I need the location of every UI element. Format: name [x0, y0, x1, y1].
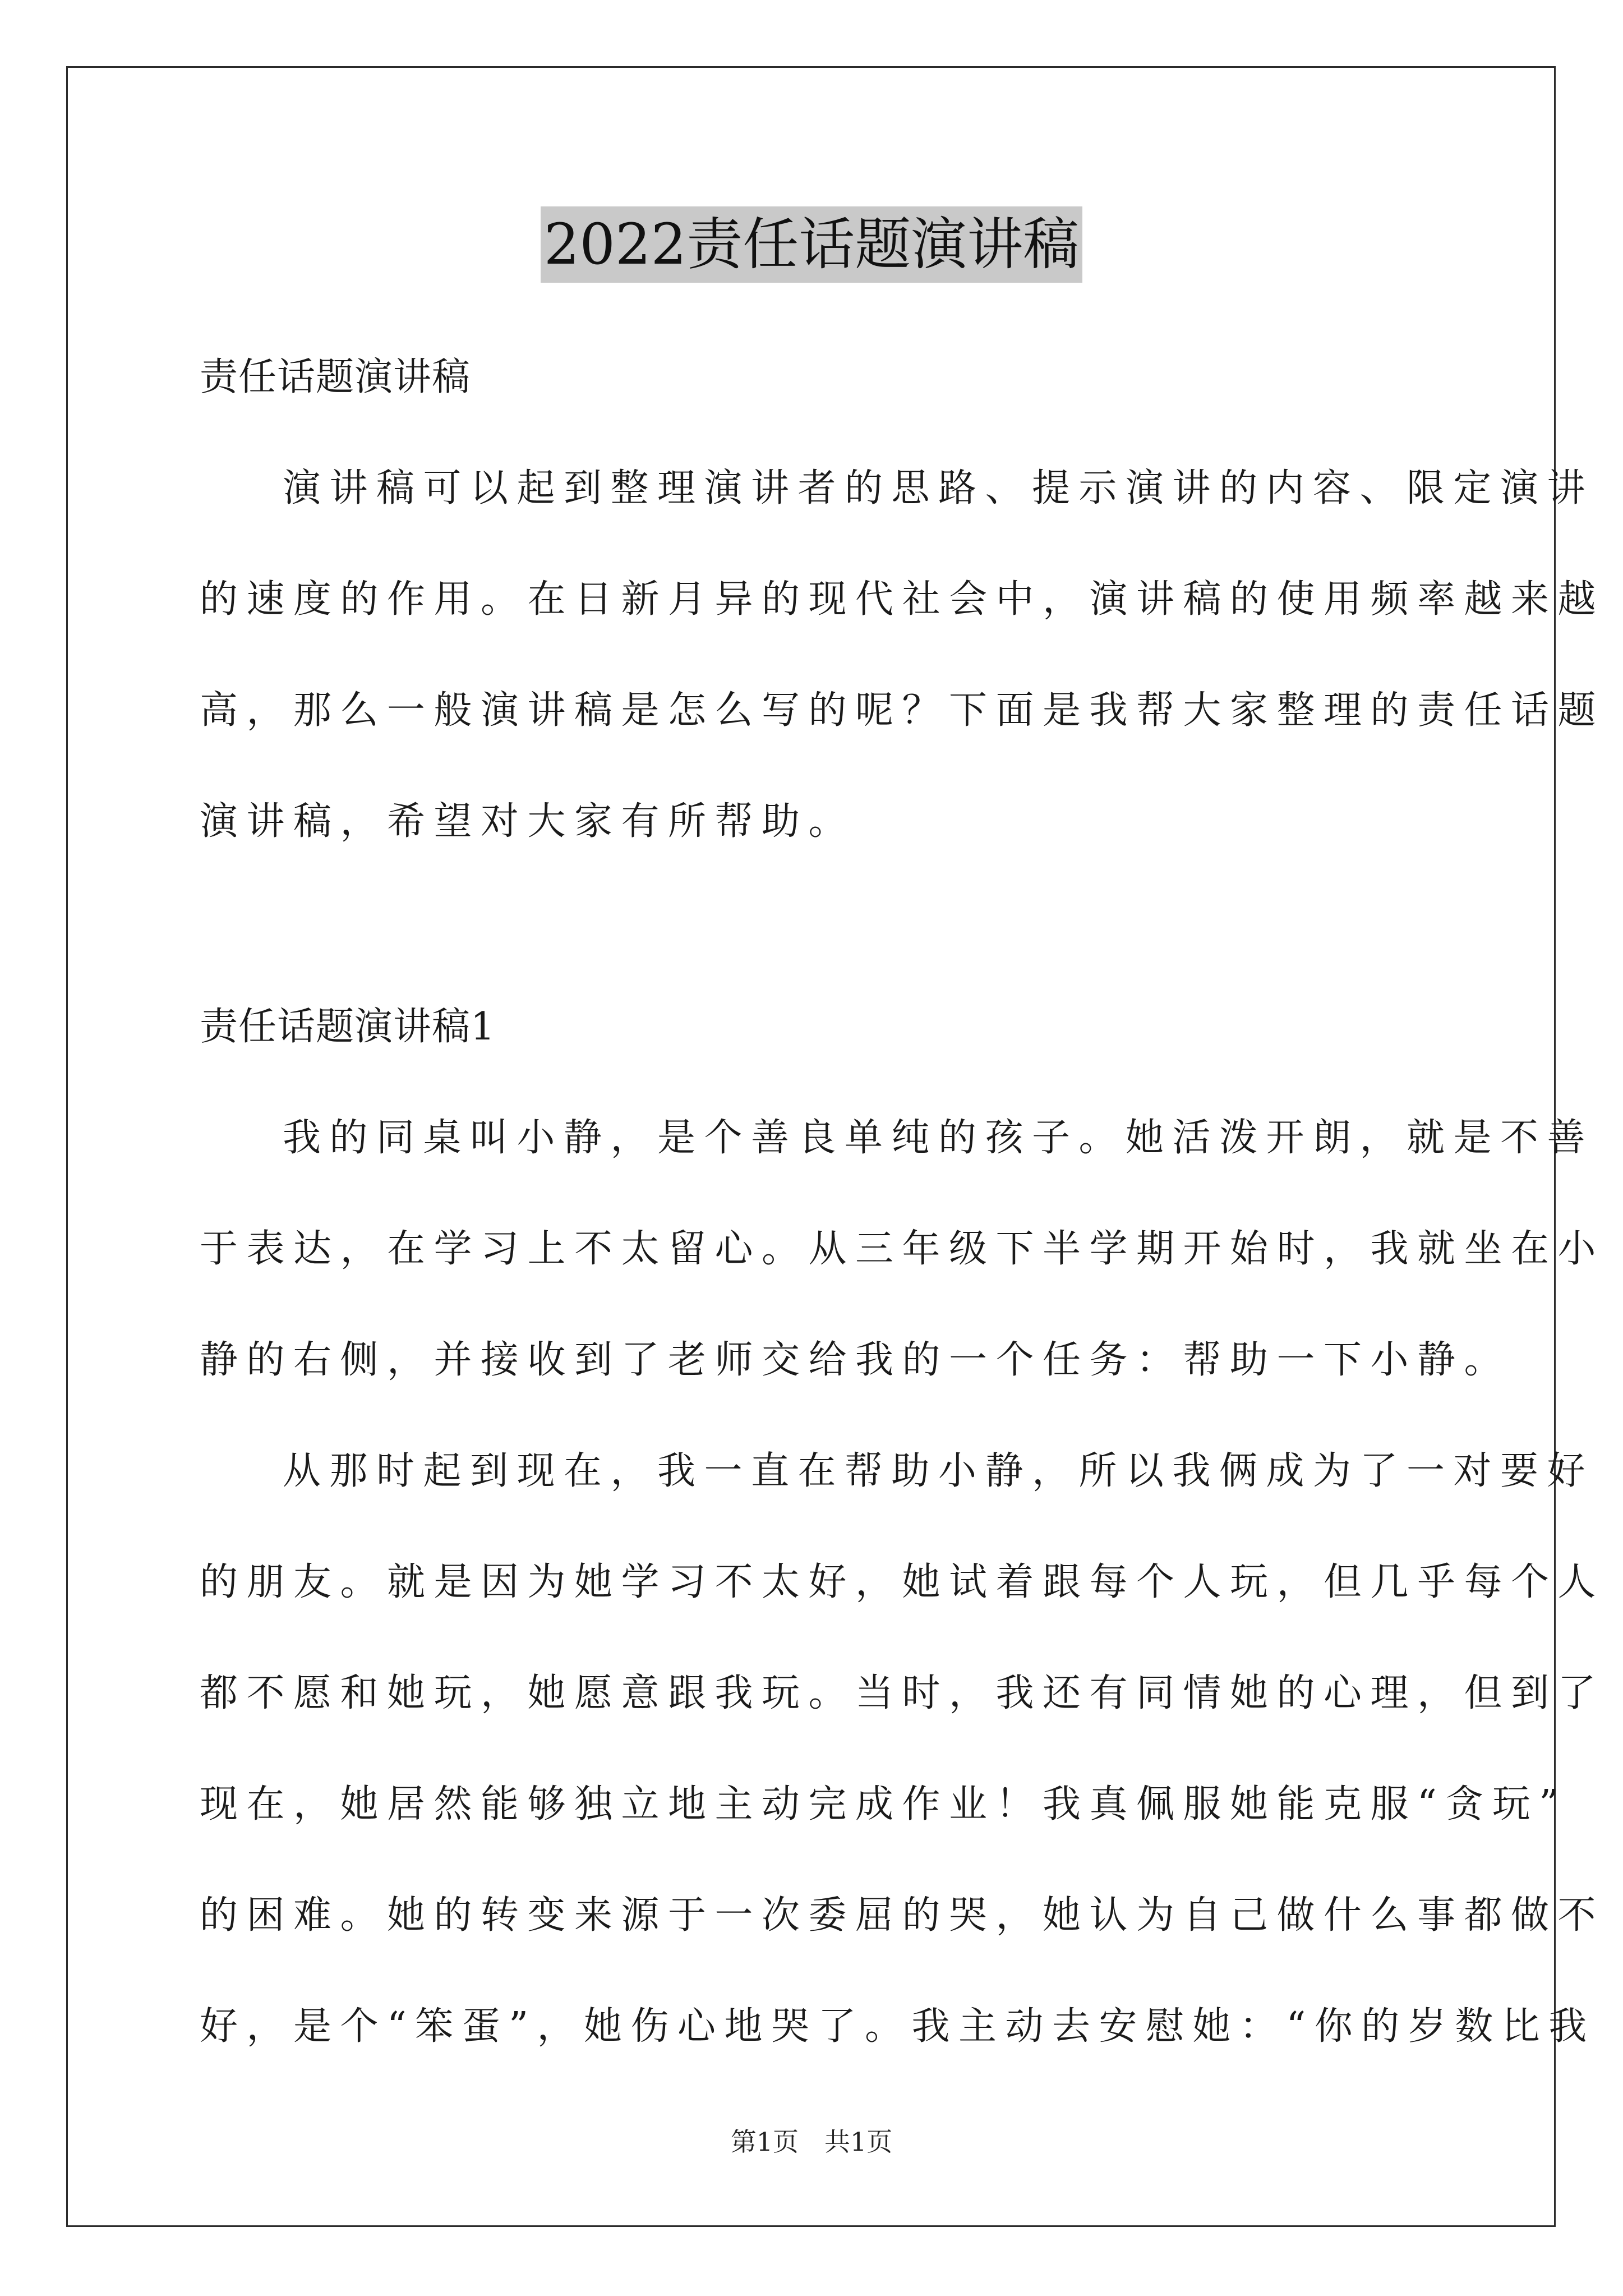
title-container	[0, 206, 1623, 283]
paragraph-line: 我的同桌叫小静，是个善良单纯的孩子。她活泼开朗，就是不善	[283, 1116, 1594, 1160]
section-heading: 责任话题演讲稿1	[200, 1005, 496, 1049]
paragraph-line: 的朋友。就是因为她学习不太好，她试着跟每个人玩，但几乎每个人	[200, 1560, 1605, 1604]
paragraph-line: 于表达，在学习上不太留心。从三年级下半学期开始时，我就坐在小	[200, 1227, 1605, 1271]
paragraph-line: 高，那么一般演讲稿是怎么写的呢？下面是我帮大家整理的责任话题	[200, 688, 1605, 733]
paragraph-line: 从那时起到现在，我一直在帮助小静，所以我俩成为了一对要好	[283, 1449, 1594, 1493]
paragraph-line: 演讲稿可以起到整理演讲者的思路、提示演讲的内容、限定演讲	[283, 466, 1594, 510]
paragraph-line: 的速度的作用。在日新月异的现代社会中，演讲稿的使用频率越来越	[200, 577, 1605, 622]
paragraph-line: 静的右侧，并接收到了老师交给我的一个任务：帮助一下小静。	[200, 1338, 1511, 1382]
paragraph-line: 的困难。她的转变来源于一次委屈的哭，她认为自己做什么事都做不	[200, 1893, 1605, 1938]
paragraph-line: 都不愿和她玩，她愿意跟我玩。当时，我还有同情她的心理，但到了	[200, 1671, 1605, 1715]
paragraph-line: 现在，她居然能够独立地主动完成作业！我真佩服她能克服“贪玩”	[200, 1782, 1567, 1826]
paragraph-line: 演讲稿，希望对大家有所帮助。	[200, 799, 856, 844]
page-footer: 第1页 共1页	[730, 2127, 893, 2157]
document-title: 2022责任话题演讲稿	[541, 206, 1083, 283]
document-subtitle: 责任话题演讲稿	[200, 355, 471, 399]
paragraph-line: 好，是个“笨蛋”，她伤心地哭了。我主动去安慰她：“你的岁数比我	[200, 2004, 1596, 2049]
